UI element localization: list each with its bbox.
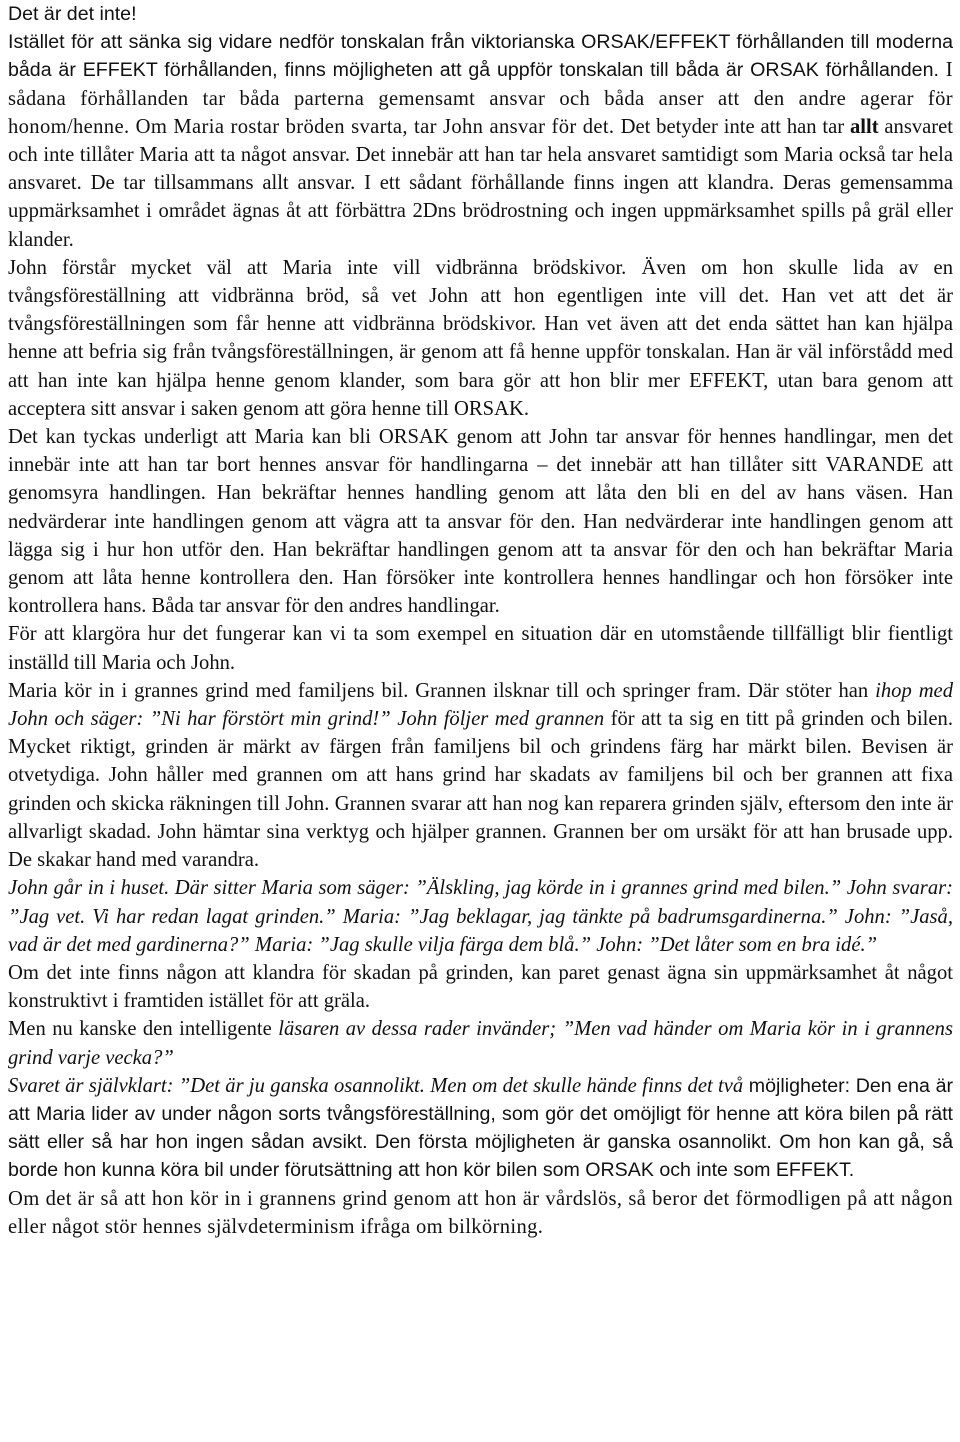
text-run: ansvaret och inte tillåter Maria att ta något ansvar. <box>8 115 953 167</box>
text-run: Det betyder inte att han tar <box>620 115 850 138</box>
text-run: Det är det inte! <box>8 3 137 25</box>
italic-text-run: läsaren av dessa rader invänder; ”Men vad händer om Maria kör in i grannens grind varje vecka?” <box>8 1018 953 1069</box>
italic-text-run: Svaret är självklart: ”Det är ju ganska osannolikt. Men om det skulle hände finns det två <box>8 1074 744 1097</box>
text-run: Deras gemensamma uppmärksamhet i området ägnas åt att förbättra 2Dns brödrostning och ingen uppmärksamhet spills på gräl eller klander. <box>8 172 953 251</box>
italic-text-run: John går in i huset. Där sitter Maria som säger: ”Älskling, jag körde in i grannes grind med bilen.” John svarar: ”Jag vet. Vi har redan lagat grinden.” Maria: ”Jag beklagar, jag tänkte på badrumsgardinerna.” John: ”Jaså, vad är det med gardinerna?” Maria: ”Jag skulle vilja färga dem blå.” John: ”Det låter som en bra idé.” <box>8 877 953 956</box>
text-run: John förstår mycket väl att Maria inte vill vidbränna brödskivor. Även om hon skulle lida av en tvångsföreställning att vidbränna bröd, så vet John att hon egentligen inte vill det. Han vet att det är tvångsföreställningen som får henne att vidbränna brödskivor. Han vet även att det enda sättet han kan hjälpa henne att befria sig från tvångsföreställningen, är genom att få henne uppför tonskalan. Han är väl införstådd med att han inte kan hjälpa henne genom klander, som bara gör att hon blir mer EFFEKT, utan bara genom att acceptera sitt ansvar i saken genom att göra henne till ORSAK. <box>8 256 953 420</box>
paragraph <box>8 959 953 1015</box>
paragraph <box>8 1072 953 1185</box>
text-run: Det innebär att han tar hela ansvaret samtidigt som Maria också tar hela ansvaret. <box>8 144 953 195</box>
paragraph <box>8 423 953 620</box>
text-run: De tar tillsammans allt ansvar. <box>90 172 365 195</box>
text-run: Istället för att sänka sig vidare nedför tonskalan från viktorianska ORSAK/EFFEKT förhållanden till moderna båda är EFFEKT förhållanden, finns möjligheten att gå uppför tonskalan till båda är ORSAK förhållanden. <box>8 31 953 82</box>
paragraph <box>8 677 953 874</box>
text-run: Om det är så att hon kör in i grannens grind genom att hon är vårdslös, så beror det förmodligen på att någon eller något stör hennes självdeterminism ifråga om bilkörning. <box>8 1187 953 1238</box>
heading-line <box>8 0 953 28</box>
text-run: Det kan tyckas underligt att Maria kan bli ORSAK genom att John tar ansvar för hennes handlingar, men det innebär inte att han tar bort hennes ansvar för handlingarna – det innebär att han tillåter sitt VARANDE att genomsyra handlingen. Han bekräftar hennes handling genom att låta den bli en del av hans väsen. Han nedvärderar inte handlingen genom att vägra att ta ansvar för den. Han nedvärderar inte handlingen genom att lägga sig i hur hon utför den. Han bekräftar handlingen genom att ta ansvar för den och han bekräftar Maria genom att låta henne kontrollera den. Han försöker inte kontrollera hennes handlingar och hon försöker inte kontrollera hans. Båda tar ansvar för den andres handlingar. <box>8 426 953 618</box>
text-run: Om det inte finns någon att klandra för skadan på grinden, kan paret genast ägna sin uppmärksamhet åt något konstruktivt i framtiden istället för att gräla. <box>8 961 953 1013</box>
text-run: Maria kör in i grannes grind med familjens bil. Grannen ilsknar till och springer fram. Där stöter han <box>8 679 876 702</box>
italic-text-run: ihop med John och säger: ”Ni har förstört min grind!” John följer med grannen <box>8 679 953 731</box>
text-run: Men nu kanske den intelligente <box>8 1018 279 1041</box>
text-run: I sådana förhållanden tar båda parterna gemensamt ansvar och båda anser att den andre agerar för honom/henne. <box>8 59 953 138</box>
text-run: För att klargöra hur det fungerar kan vi ta som exempel en situation där en utomstående tillfälligt blir fientligt inställd till Maria och John. <box>8 623 953 674</box>
paragraph <box>8 1185 953 1241</box>
text-run: för att ta sig en titt på grinden och bilen. Mycket riktigt, grinden är märkt av färgen från familjens bil och grindens färg har märkt bilen. Bevisen är otvetydiga. John håller med grannen om att hans grind har skadats av familjens bil och ber grannen att fixa grinden och skicka räkningen till John. Grannen svarar att han nog kan reparera grinden själv, eftersom den inte är allvarligt skadad. John hämtar sina verktyg och hjälper grannen. Grannen ber om ursäkt för att han brusade upp. De skakar hand med varandra. <box>8 708 953 872</box>
text-run: Om Maria rostar bröden svarta, tar John ansvar för det. <box>135 115 621 138</box>
paragraph <box>8 874 953 959</box>
paragraph <box>8 254 953 423</box>
text-run: möjligheter: Den ena är att Maria lider av under någon sorts tvångsföreställning, som gör det omöjligt för henne att köra bilen på rätt sätt eller så har hon ingen sådan avsikt. Den första möjligheten är ganska osannolikt. Om hon kan gå, så borde hon kunna köra bil under förutsättning att hon kör bilen som ORSAK och inte som EFFEKT. <box>8 1074 953 1182</box>
paragraph <box>8 1015 953 1071</box>
bold-text-run: allt <box>849 115 879 138</box>
text-run: I ett sådant förhållande finns ingen att klandra. <box>364 172 783 195</box>
paragraph <box>8 28 953 254</box>
paragraph <box>8 620 953 676</box>
